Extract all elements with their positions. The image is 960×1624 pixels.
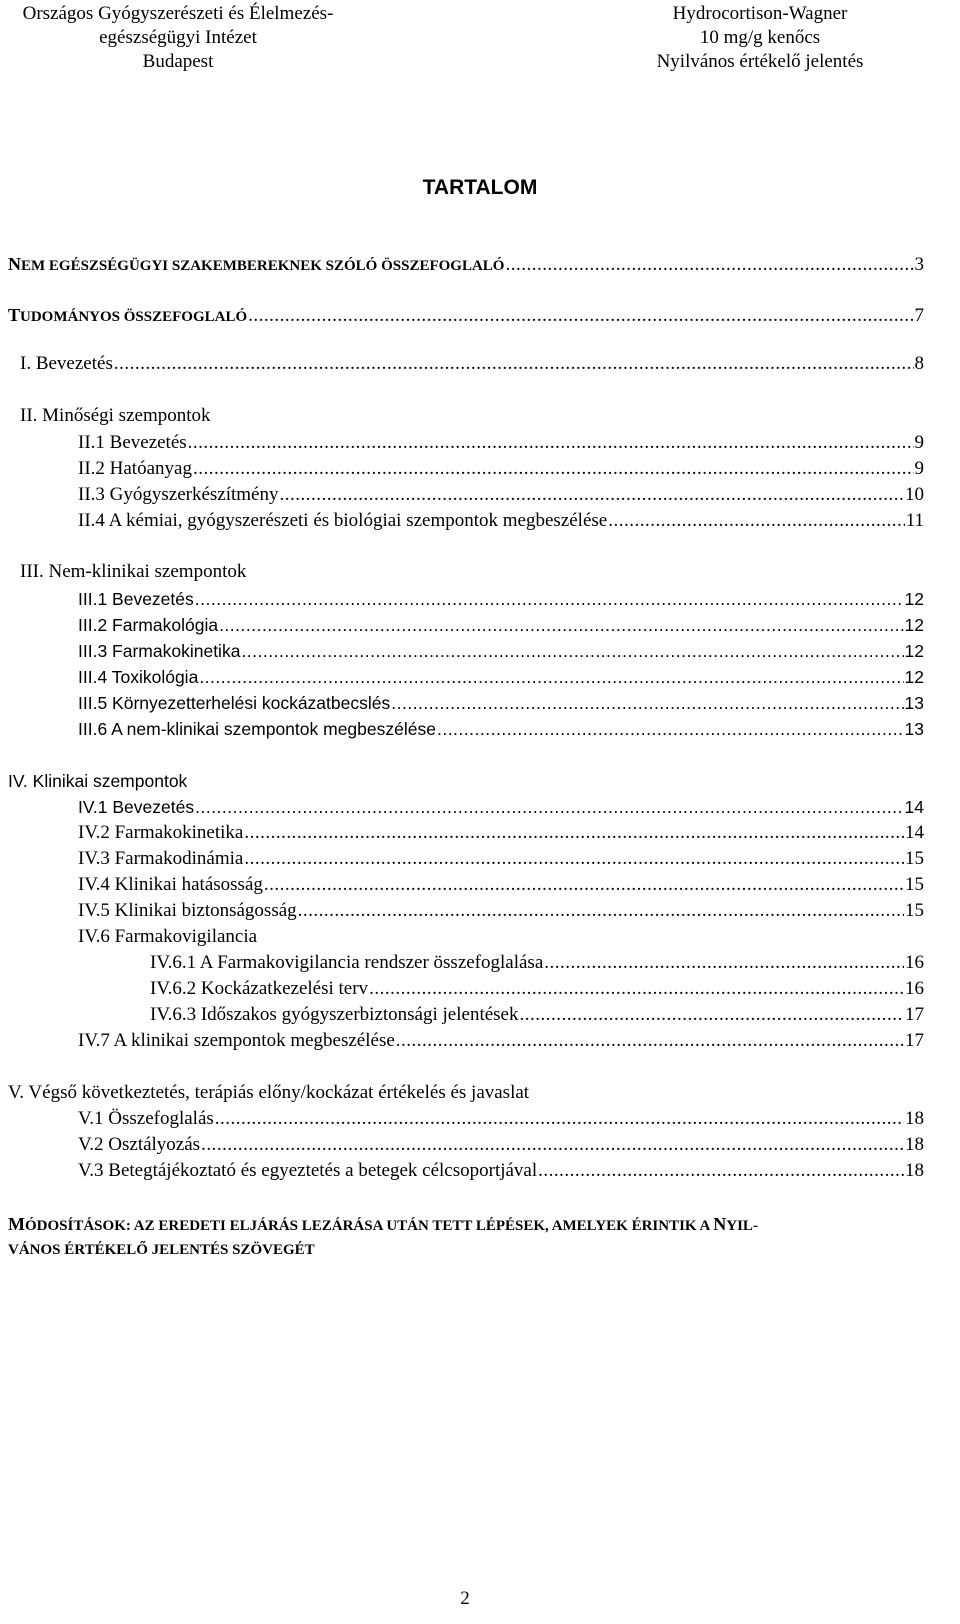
modifications-text: YIL- [726, 1218, 758, 1234]
toc-page-number: 15 [905, 900, 924, 921]
toc-page-number: 14 [904, 797, 924, 817]
header-right [610, 2, 910, 74]
toc-page-number: 15 [905, 848, 924, 869]
header-right-line-3: Nyilvános értékelő jelentés [656, 51, 864, 72]
toc-leader [391, 691, 903, 715]
toc-leader [199, 665, 903, 689]
toc-leader [505, 253, 913, 277]
toc-page-number: 17 [905, 1004, 924, 1025]
toc-label: III.6 A nem-klinikai szempontok megbeszélése [78, 719, 436, 739]
toc-label: V.2 Osztályozás [78, 1134, 201, 1155]
toc-entry-s4-6-1[interactable] [150, 951, 924, 975]
modifications-text: ÓDOSÍTÁSOK: AZ EREDETI ELJÁRÁS LEZÁRÁSA UTÁN TETT LÉPÉSEK, AMELYEK ÉRINTIK A [25, 1218, 714, 1234]
toc-page-number: 9 [914, 432, 924, 453]
header-right-line-2: 10 mg/g kenőcs [699, 27, 821, 48]
toc-label: UDOMÁNYOS ÖSSZEFOGLALÓ [20, 309, 248, 325]
toc-page-number: 18 [905, 1134, 924, 1155]
toc-leader [244, 847, 904, 871]
toc-leader [298, 899, 904, 923]
toc-page-number: 3 [914, 254, 924, 275]
toc-label: IV.6.3 Időszakos gyógyszerbiztonsági jelentések [150, 1004, 519, 1025]
toc-leader [538, 1159, 904, 1183]
toc-leader [195, 587, 904, 611]
toc-label: III.2 Farmakológia [78, 615, 219, 635]
toc-entry-modifications[interactable] [8, 1212, 928, 1262]
toc-page-number: 11 [905, 510, 924, 531]
toc-page-number: 18 [905, 1160, 924, 1181]
toc-label: IV.4 Klinikai hatásosság [78, 874, 263, 895]
toc-page-number: 13 [904, 719, 924, 739]
toc-cap: T [8, 305, 21, 325]
header-right-line-1: Hydrocortison-Wagner [672, 3, 848, 24]
toc-entry-s3-6[interactable] [78, 717, 924, 741]
toc-leader [396, 1029, 904, 1053]
toc-page-number: 9 [914, 458, 924, 479]
toc-leader [244, 821, 904, 845]
toc-leader [280, 483, 905, 507]
toc-leader [114, 352, 914, 376]
toc-page-number: 8 [914, 353, 924, 374]
toc-label: III.1 Bevezetés [78, 589, 194, 609]
toc-page-number: 12 [904, 667, 924, 687]
toc-page-number: 12 [904, 589, 924, 609]
toc-leader [241, 639, 903, 663]
header-left-line-3: Budapest [142, 51, 214, 72]
toc-entry-s1[interactable] [20, 352, 924, 376]
toc-label: II.1 Bevezetés [78, 432, 187, 453]
toc-page-number: 18 [905, 1108, 924, 1129]
toc-entry-s2-1[interactable] [78, 431, 924, 455]
toc-entry-s3-3[interactable] [78, 639, 924, 663]
toc-entry-s5-3[interactable] [78, 1159, 924, 1183]
toc-page-number: 12 [904, 641, 924, 661]
toc-entry-s3-2[interactable] [78, 613, 924, 637]
toc-entry-s3-5[interactable] [78, 691, 924, 715]
toc-leader [201, 1133, 904, 1157]
toc-entry-lay-summary[interactable] [8, 252, 924, 278]
toc-label: EM EGÉSZSÉGÜGYI SZAKEMBEREKNEK SZÓLÓ ÖSSZEFOGLALÓ [21, 258, 505, 274]
toc-label: II.3 Gyógyszerkészítmény [78, 484, 279, 505]
modifications-line-2: VÁNOS ÉRTÉKELŐ JELENTÉS SZÖVEGÉT [8, 1242, 315, 1258]
toc-cap: N [8, 254, 21, 274]
header-left [8, 2, 348, 74]
header-left-line-1: Országos Gyógyszerészeti és Élelmezés- [22, 3, 334, 24]
toc-entry-s2-4[interactable] [78, 509, 924, 533]
toc-label: III.4 Toxikológia [78, 667, 199, 687]
toc-leader [437, 717, 904, 741]
toc-page-number: 10 [905, 484, 924, 505]
toc-entry-s4-5[interactable] [78, 899, 924, 923]
toc-label: IV.1 Bevezetés [78, 797, 195, 817]
toc-label: IV.3 Farmakodinámia [78, 848, 244, 869]
toc-leader [195, 795, 903, 819]
toc-heading-s5[interactable]: V. Végső következtetés, terápiás előny/kockázat értékelés és javaslat [8, 1082, 530, 1103]
toc-label: III.3 Farmakokinetika [78, 641, 241, 661]
toc-heading-s3[interactable]: III. Nem-klinikai szempontok [20, 561, 247, 582]
modifications-line-1 [8, 1212, 928, 1238]
toc-leader [219, 613, 903, 637]
toc-page-number: 16 [905, 952, 924, 973]
toc-heading-s4-6[interactable]: IV.6 Farmakovigilancia [78, 926, 258, 947]
toc-leader [544, 951, 904, 975]
toc-leader [369, 977, 904, 1001]
toc-label: II.4 A kémiai, gyógyszerészeti és biológiai szempontok megbeszélése [78, 510, 608, 531]
toc-page-number: 16 [905, 978, 924, 999]
toc-leader [264, 873, 904, 897]
toc-heading-s4[interactable]: IV. Klinikai szempontok [8, 771, 188, 791]
toc-entry-s4-2[interactable] [78, 821, 924, 845]
toc-leader [188, 431, 914, 455]
toc-entry-s4-1[interactable] [78, 795, 924, 819]
toc-entry-s2-2[interactable] [78, 457, 924, 481]
header-left-line-2: egészségügyi Intézet [99, 27, 257, 48]
toc-label: IV.6.2 Kockázatkezelési terv [150, 978, 369, 999]
toc-page-number: 7 [914, 305, 924, 326]
toc-page-number: 17 [905, 1030, 924, 1051]
toc-entry-s5-2[interactable] [78, 1133, 924, 1157]
toc-entry-s4-3[interactable] [78, 847, 924, 871]
toc-page-number: 15 [905, 874, 924, 895]
modifications-cap: N [713, 1214, 727, 1234]
toc-leader [193, 457, 914, 481]
toc-leader [248, 304, 913, 328]
toc-entry-s3-4[interactable] [78, 665, 924, 689]
toc-entry-scientific-summary[interactable] [8, 303, 924, 329]
toc-heading-s2[interactable]: II. Minőségi szempontok [20, 405, 211, 426]
toc-entry-s3-1[interactable] [78, 587, 924, 611]
toc-leader [519, 1003, 904, 1027]
toc-label: I. Bevezetés [20, 353, 113, 374]
toc-entry-s4-4[interactable] [78, 873, 924, 897]
modifications-cap: M [8, 1214, 25, 1234]
toc-page-number: 14 [905, 822, 924, 843]
toc-label: IV.6.1 A Farmakovigilancia rendszer összefoglalása [150, 952, 544, 973]
toc-entry-s5-1[interactable] [78, 1107, 924, 1131]
toc-page-number: 13 [904, 693, 924, 713]
toc-entry-s4-7[interactable] [78, 1029, 924, 1053]
toc-entry-s4-6-2[interactable] [150, 977, 924, 1001]
page-number: 2 [460, 1588, 470, 1609]
toc-label: II.2 Hatóanyag [78, 458, 192, 479]
toc-label: IV.5 Klinikai biztonságosság [78, 900, 297, 921]
toc-label: IV.2 Farmakokinetika [78, 822, 244, 843]
toc-label: IV.7 A klinikai szempontok megbeszélése [78, 1030, 395, 1051]
toc-entry-s2-3[interactable] [78, 483, 924, 507]
toc-page-number: 12 [904, 615, 924, 635]
toc-label: III.5 Környezetterhelési kockázatbecslés [78, 693, 391, 713]
toc-leader [608, 509, 904, 533]
toc-entry-s4-6-3[interactable] [150, 1003, 924, 1027]
toc-label: V.3 Betegtájékoztató és egyeztetés a betegek célcsoportjával [78, 1160, 538, 1181]
toc-label: V.1 Összefoglalás [78, 1108, 214, 1129]
page-title: TARTALOM [422, 176, 538, 199]
toc-leader [215, 1107, 904, 1131]
